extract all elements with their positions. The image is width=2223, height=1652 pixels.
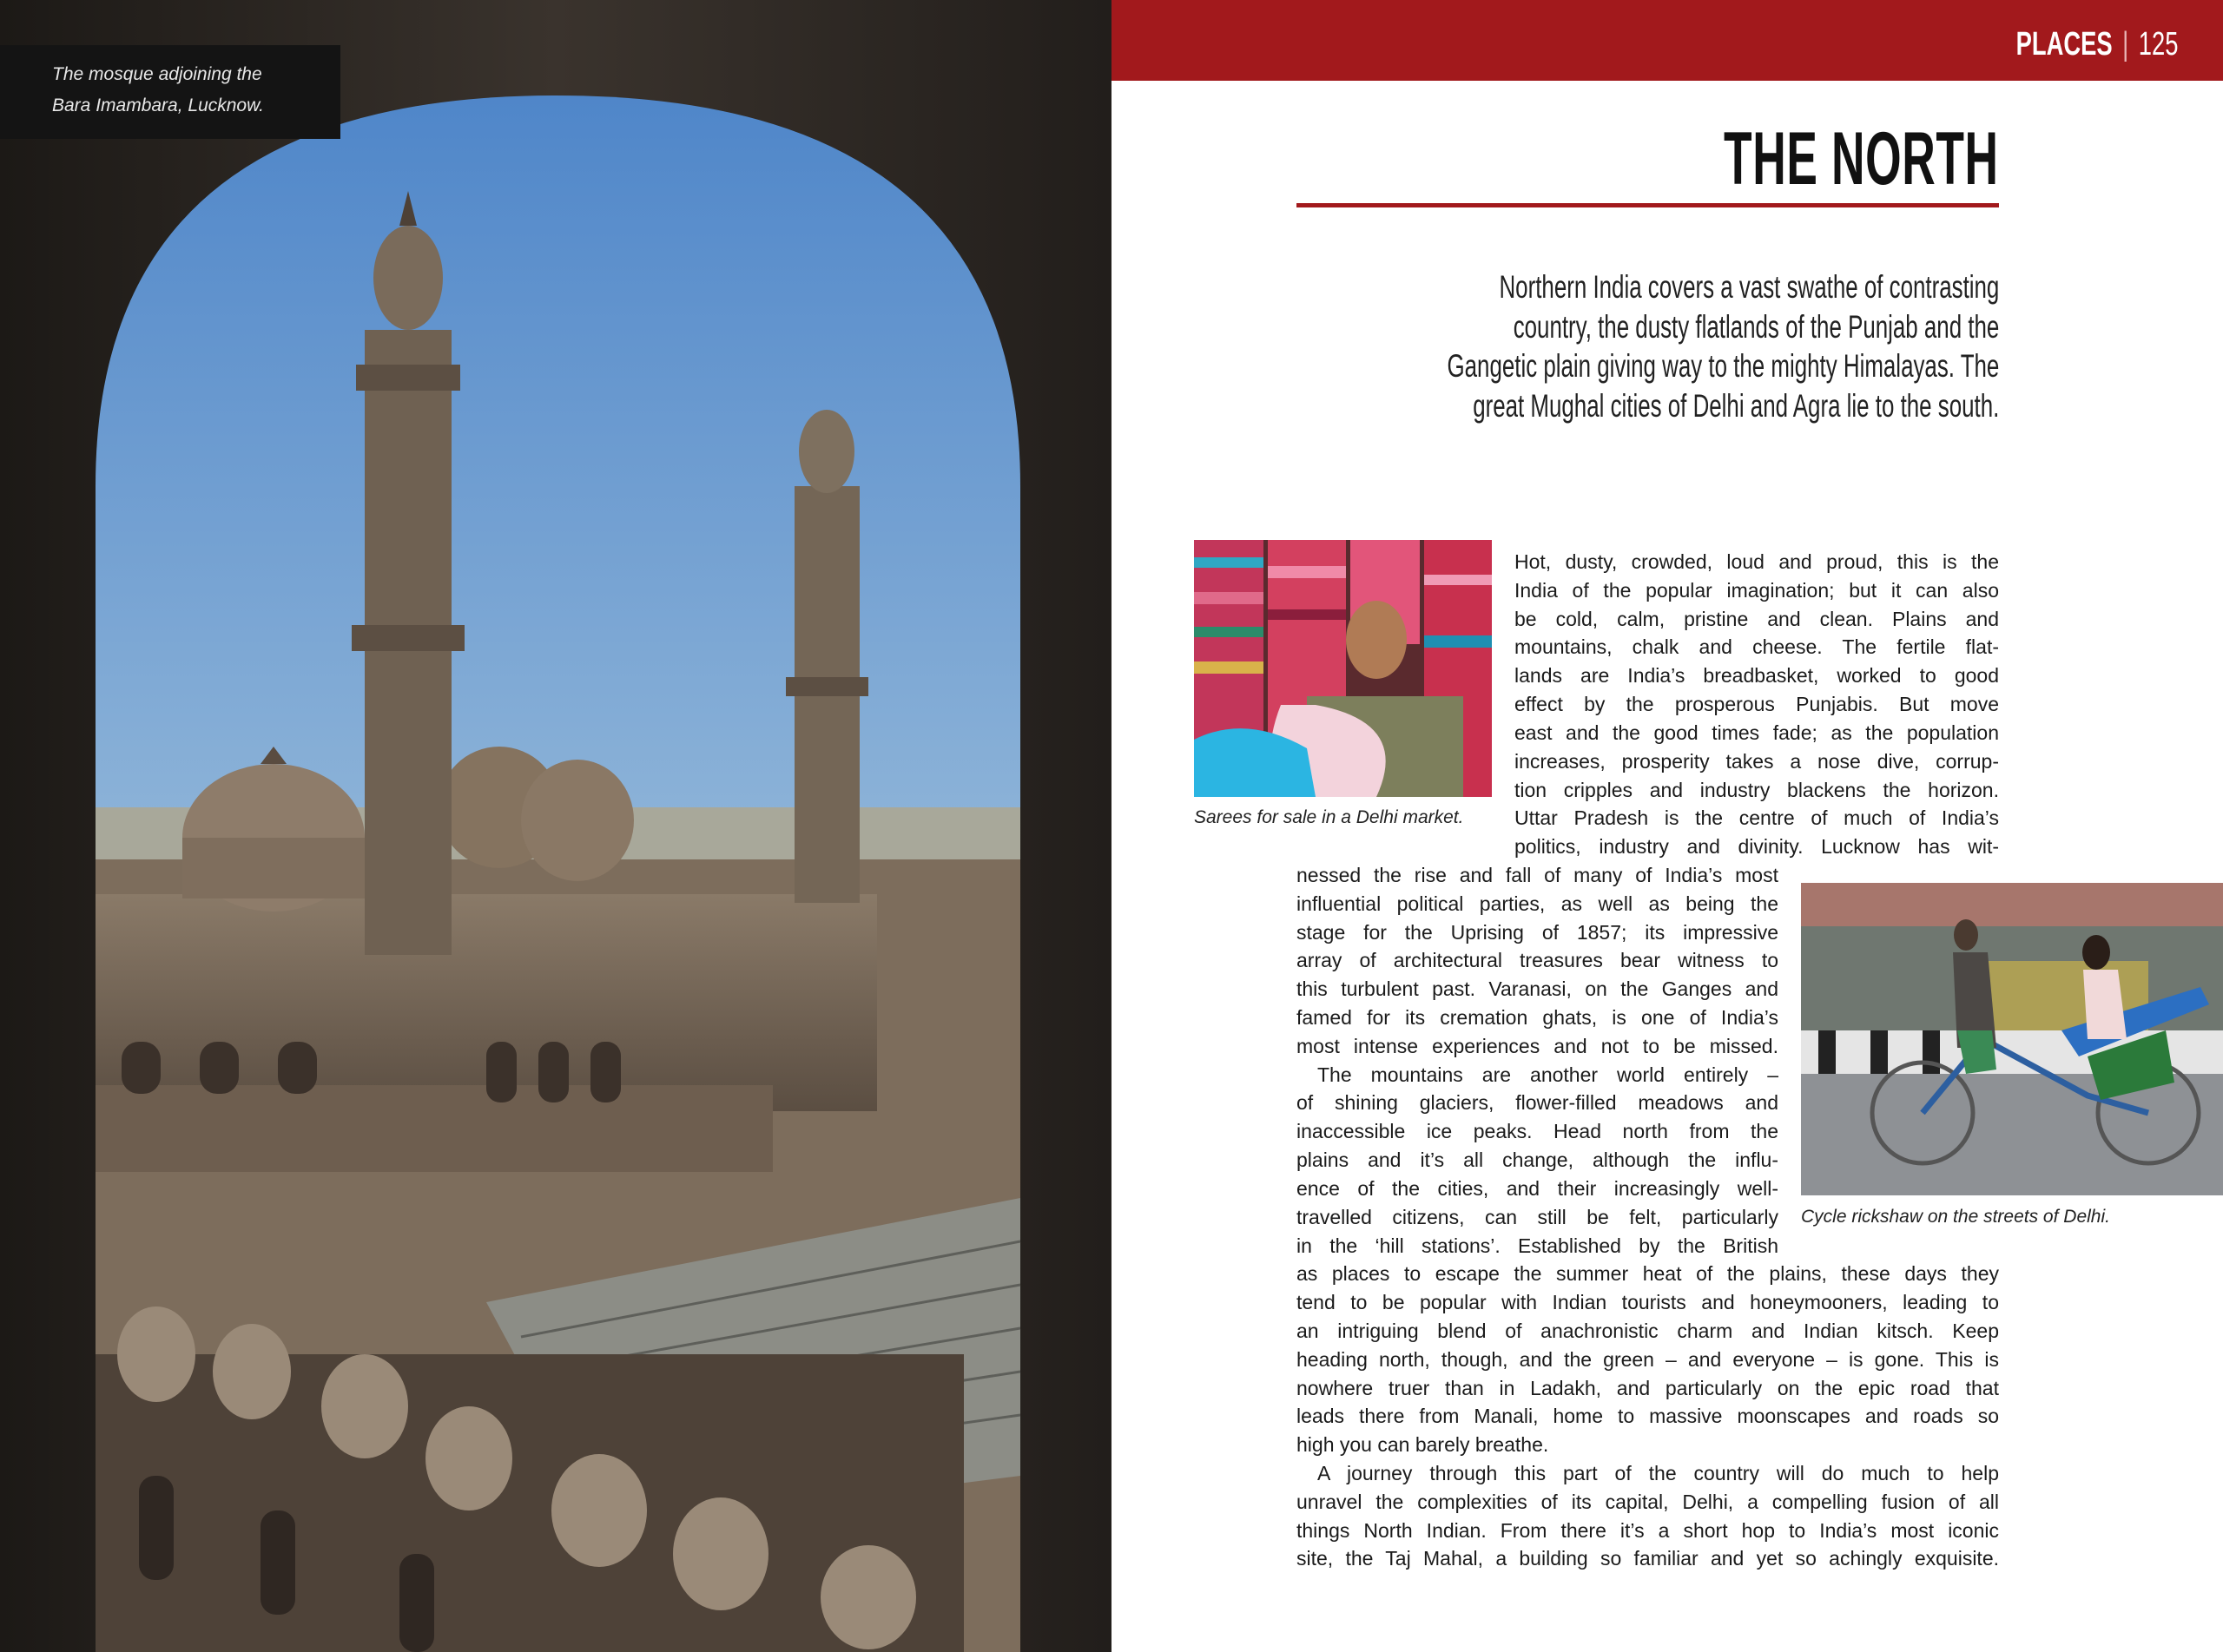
body-text-line: mountains, chalk and cheese. The fertile flat- [1514, 635, 1999, 659]
body-text-line: The mountains are another world entirely – [1317, 1063, 1778, 1086]
body-text-line: increases, prosperity takes a nose dive, corrup- [1514, 749, 1999, 773]
body-text-line: nessed the rise and fall of many of India’s most [1296, 863, 1778, 886]
running-header [2015, 26, 2178, 63]
body-text-line: as places to escape the summer heat of the plains, these days they [1296, 1262, 1999, 1286]
body-text-line: famed for its cremation ghats, is one of India’s [1296, 1006, 1778, 1029]
title-divider [1296, 203, 1999, 207]
body-text-line: things North Indian. From there it’s a short hop to India’s most iconic [1296, 1518, 1999, 1542]
caption-line: Bara Imambara, Lucknow. [52, 95, 264, 115]
caption-line: The mosque adjoining the [52, 64, 262, 84]
body-text-line: effect by the prosperous Punjabis. But move [1514, 693, 1999, 716]
intro-paragraph [1210, 267, 1999, 425]
body-text-line: site, the Taj Mahal, a building so familiar and yet so achingly exquisite. [1296, 1547, 1999, 1570]
intro-line: Northern India covers a vast swathe of contrasting [1499, 269, 1999, 305]
body-text-line: east and the good times fade; as the population [1514, 721, 1999, 744]
body-text [1296, 548, 1999, 1573]
body-text-line: A journey through this part of the country will do much to help [1317, 1462, 1999, 1484]
body-text-line: India of the popular imagination; but it can also [1514, 578, 1999, 602]
body-text-line: ence of the cities, and their increasingly well- [1296, 1176, 1778, 1200]
body-text-line: in the ‘hill stations’. Established by the British [1296, 1234, 1778, 1257]
saree-photo-caption: Sarees for sale in a Delhi market. [1194, 807, 1464, 827]
body-text-line: lands are India’s breadbasket, worked to good [1514, 664, 1999, 688]
body-text-line: unravel the complexities of its capital, Delhi, a compelling fusion of all [1296, 1490, 1999, 1513]
photo-caption [0, 45, 340, 139]
body-text-line: tend to be popular with Indian tourists and honeymooners, leading to [1296, 1291, 1999, 1314]
rickshaw-photo-caption: Cycle rickshaw on the streets of Delhi. [1801, 1207, 2110, 1227]
body-text-line: politics, industry and divinity. Lucknow has wit- [1514, 835, 1999, 859]
body-text-line: Hot, dusty, crowded, loud and proud, this is the [1514, 550, 1999, 573]
body-text-line: this turbulent past. Varanasi, on the Ganges and [1296, 977, 1778, 1001]
section-label: PLACES [2015, 26, 2113, 63]
body-text-line: plains and it’s all change, although the influ- [1296, 1149, 1778, 1172]
body-text-line: travelled citizens, can still be felt, particularly [1296, 1205, 1778, 1228]
page-number: 125 [2138, 26, 2178, 63]
body-text-line: array of architectural treasures bear witness to [1296, 949, 1778, 972]
body-text-line: Uttar Pradesh is the centre of much of India’s [1514, 806, 1999, 830]
body-text-line: most intense experiences and not to be missed. [1296, 1034, 1778, 1057]
intro-line: Gangetic plain giving way to the mighty Himalayas. The [1447, 348, 1999, 384]
body-text-line: be cold, calm, pristine and clean. Plains and [1514, 607, 1999, 630]
page-title: THE NORTH [1724, 117, 1999, 201]
body-text-line: heading north, though, and the green – and everyone – is gone. This is [1296, 1347, 1999, 1371]
body-text-line: stage for the Uprising of 1857; its impressive [1296, 920, 1778, 944]
body-text-line: inaccessible ice peaks. Head north from the [1296, 1120, 1778, 1143]
section-header-bar [1112, 0, 2223, 81]
intro-line: great Mughal cities of Delhi and Agra lie to the south. [1472, 387, 1999, 424]
body-text-line: tion cripples and industry blackens the horizon. [1514, 778, 1999, 801]
intro-line: country, the dusty flatlands of the Punjab and the [1513, 308, 1999, 345]
body-text-line: high you can barely breathe. [1296, 1433, 1549, 1457]
body-text-line: leads there from Manali, home to massive moonscapes and roads so [1296, 1405, 1999, 1428]
header-separator: | [2121, 26, 2128, 63]
body-text-line: of shining glaciers, flower-filled meadows and [1296, 1091, 1778, 1115]
body-text-line: influential political parties, as well as being the [1296, 892, 1778, 915]
body-text-line: an intriguing blend of anachronistic charm and Indian kitsch. Keep [1296, 1319, 1999, 1342]
body-text-line: nowhere truer than in Ladakh, and particularly on the epic road that [1296, 1376, 1999, 1399]
